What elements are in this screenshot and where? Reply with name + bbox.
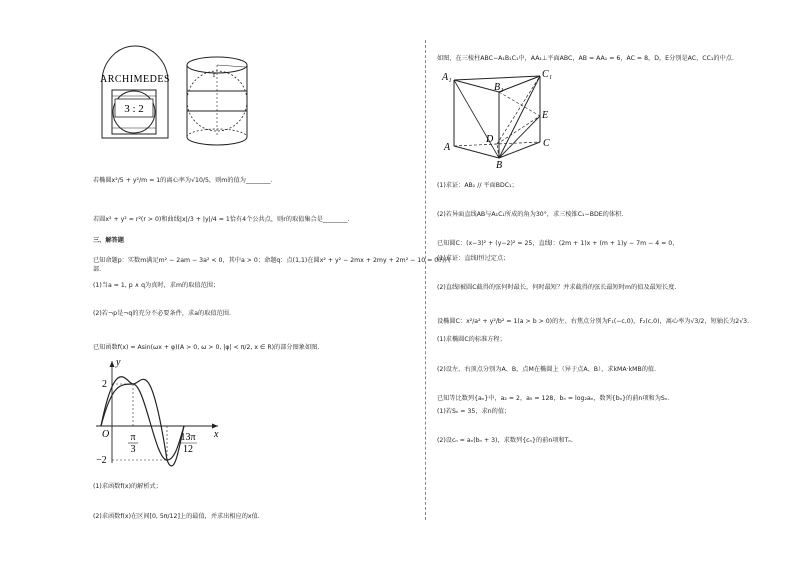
section-heading: 三、解答题 bbox=[93, 237, 124, 244]
question-sine-part1: (1)求函数f(x)的解析式； bbox=[93, 483, 162, 490]
graph-tick-b-den: 12 bbox=[183, 444, 193, 455]
graph-ymin-label: −2 bbox=[96, 455, 107, 466]
prism-label-D: D bbox=[486, 134, 494, 145]
svg-text:r: r bbox=[213, 70, 216, 79]
prism-label-A: A bbox=[444, 142, 451, 153]
graph-tick-b-num: 13π bbox=[180, 432, 196, 443]
archimedes-ratio: 3 : 2 bbox=[124, 103, 144, 115]
prism-label-B: B bbox=[496, 160, 503, 171]
question-sequence-part1: (1)若Sₙ = 35，求n的值； bbox=[437, 408, 511, 415]
archimedes-label: ARCHIMEDES bbox=[99, 74, 171, 85]
question-circle-line-stem: 已知圆C：(x−3)² + (y−2)² = 25，直线l：(2m + 1)x + (m + 1)y − 7m − 4 = 0， bbox=[437, 240, 679, 247]
question-proposition-line2: 部. bbox=[93, 266, 102, 273]
question-sine-part2: (2)求函数f(x)在区间[0, 5π/12]上的最值，并求出相应的x值. bbox=[93, 513, 260, 520]
graph-tick-a-den: 3 bbox=[130, 444, 136, 455]
triangular-prism-figure bbox=[440, 66, 560, 171]
prism-label-E: E bbox=[542, 110, 549, 121]
question-sequence-stem: 已知等比数列{aₙ}中，a₂ = 2，a₅ = 128，bₙ = log₂aₙ，数列{bₙ}的前n项和为Sₙ. bbox=[437, 395, 670, 402]
prism-label-C1: C₁ bbox=[542, 69, 553, 80]
question-ellipse-stem: 设椭圆C：x²/a² + y²/b² = 1(a > b > 0)的左、右焦点分别为F₁(−c,0)，F₂(c,0)，离心率为√3/2，短轴长为2√3. bbox=[437, 318, 750, 325]
question-prism-stem: 如图，在三棱柱ABC−A₁B₁C₁中，AA₁⊥平面ABC，AB = AA₁ = 6，AC = 8，D，E分别是AC，CC₁的中点. bbox=[437, 55, 734, 62]
question-sine-stem: 已知函数f(x) = Asin(ωx + φ)(A > 0, ω > 0, |φ| < π/2, x ∈ R)的部分图象如图. bbox=[93, 344, 320, 351]
question-prism-part2: (2)若异面直线AB与A₁C₁所成的角为30°，求三棱锥C₁−BDE的体积. bbox=[437, 211, 624, 218]
question-ellipse-eccentricity: 若椭圆x²/5 + y²/m = 1的离心率为√10/5，则m的值为________. bbox=[93, 177, 273, 184]
question-proposition-line1: 已知命题p：实数m满足m² − 2am − 3a² < 0，其中a > 0；命题q：点(1,1)在圆x² + y² − 2mx + 2my + 2m² − 10 = 0的内 bbox=[93, 257, 451, 264]
graph-y-axis-label: y bbox=[116, 357, 121, 368]
column-divider bbox=[425, 40, 426, 520]
question-circle-curve: 若圆x² + y² = r²(r > 0)和曲线|x|/3 + |y|/4 = 1恰有4个公共点，则r的取值集合是________. bbox=[93, 216, 350, 223]
graph-x-axis-label: x bbox=[214, 429, 219, 440]
question-proposition-part1: (1)当a = 1, p ∧ q为真时，求m的取值范围； bbox=[93, 282, 220, 289]
question-proposition-part2: (2)若¬p是¬q的充分不必要条件，求a的取值范围. bbox=[93, 310, 231, 317]
question-circle-line-part1: (1)求证：直线l恒过定点； bbox=[437, 255, 510, 262]
prism-label-B1: B₁ bbox=[494, 82, 504, 93]
question-prism-part1: (1)求证：AB₁ // 平面BDC₁； bbox=[437, 182, 518, 189]
cylinder-sphere-figure bbox=[183, 55, 253, 147]
question-sequence-part2: (2)设cₙ = aₙ(bₙ + 3)，求数列{cₙ}的前n项和Tₙ. bbox=[437, 437, 573, 444]
graph-tick-a-num: π bbox=[130, 432, 136, 443]
prism-label-A1: A₁ bbox=[442, 72, 452, 83]
archimedes-figure bbox=[100, 44, 170, 140]
sine-graph bbox=[90, 355, 230, 470]
question-circle-line-part2: (2)直线l被圆C截得的弦何时最长，何时最短？并求截得的弦长最短时m的值及最短长度. bbox=[437, 284, 677, 291]
question-ellipse-part2: (2)设左、右顶点分别为A、B，点M在椭圆上（异于点A、B），求kMA·kMB的值. bbox=[437, 366, 657, 373]
graph-ymax-label: 2 bbox=[102, 379, 107, 390]
graph-origin-label: O bbox=[102, 429, 110, 440]
prism-label-C: C bbox=[543, 138, 550, 149]
question-ellipse-part1: (1)求椭圆C的标准方程； bbox=[437, 336, 506, 343]
